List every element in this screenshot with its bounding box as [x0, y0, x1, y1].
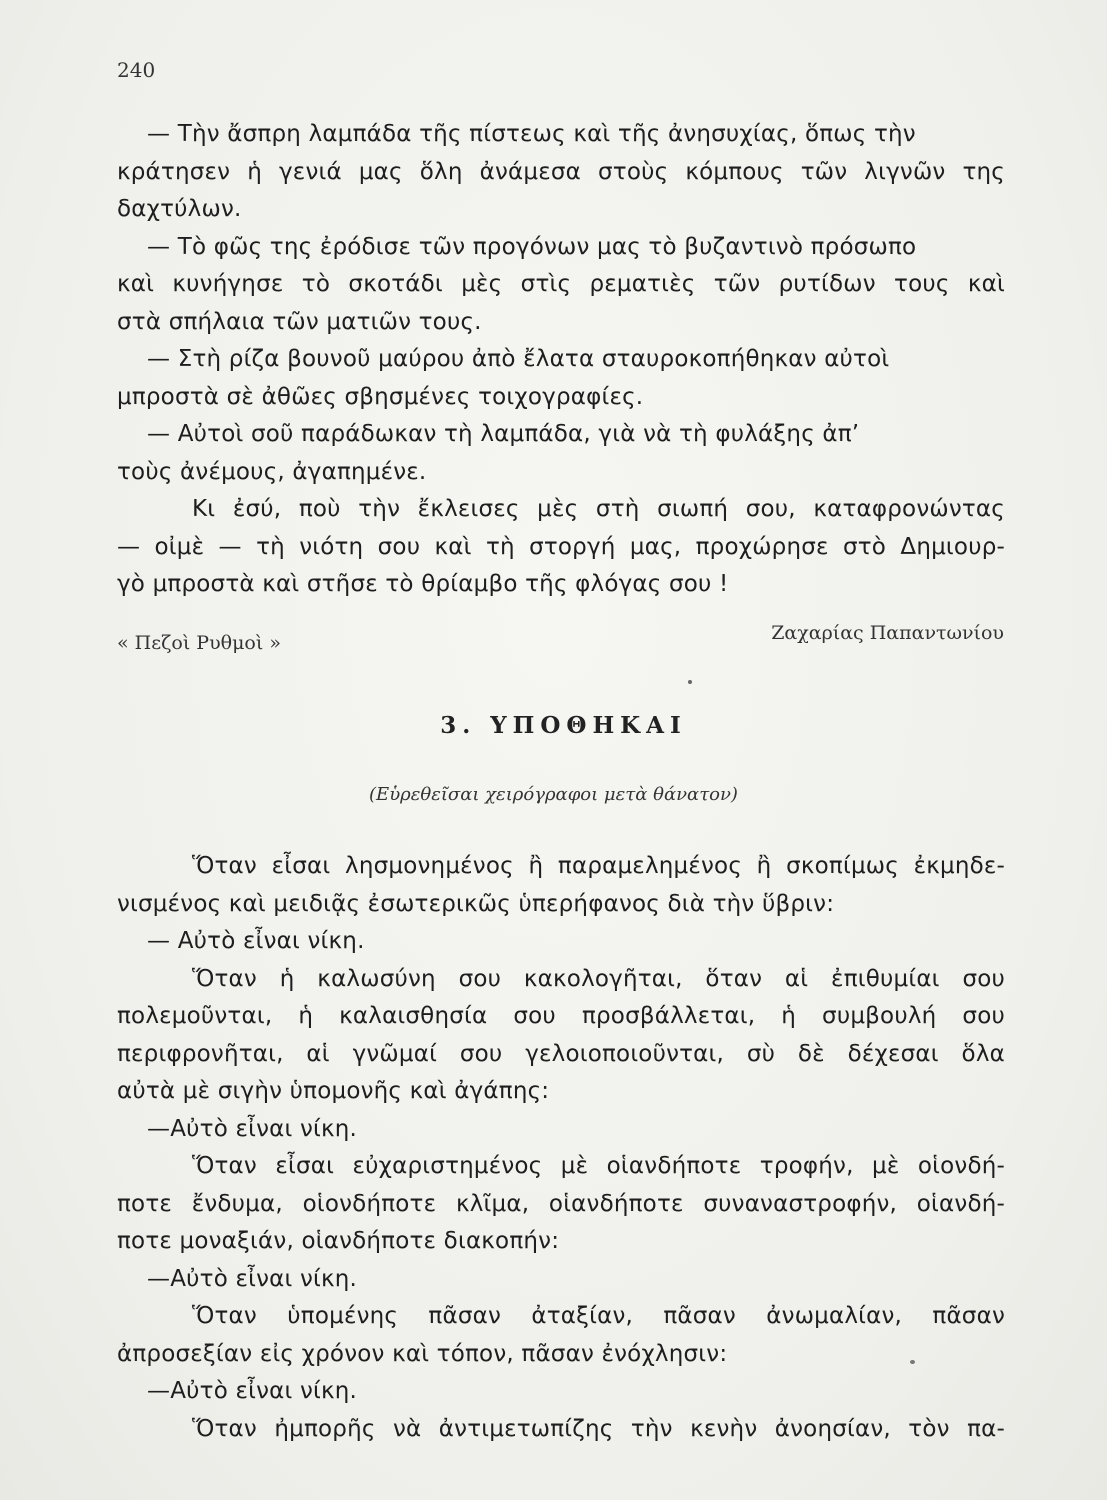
section-title: 3. ΥΠΟΘΗΚΑΙ — [440, 712, 687, 739]
poem-line: στὰ σπήλαια τῶν ματιῶν τους. — [117, 308, 482, 335]
body-line: —Αὐτὸ εἶναι νίκη. — [147, 1115, 358, 1142]
poem-line: — Τὸ φῶς της ἐρόδισε τῶν προγόνων μας τὸ βυζαντινὸ πρόσωπο — [147, 233, 917, 260]
decorative-dot — [688, 680, 692, 684]
poem-line: δαχτύλων. — [117, 196, 242, 222]
body-line: πολεμοῦνται, ἡ καλαισθησία σου προσβάλλεται, ἡ συμβουλή σου — [117, 1003, 1005, 1029]
poem-line: τοὺς ἀνέμους, ἀγαπημένε. — [117, 458, 427, 485]
poem-line: — Στὴ ρίζα βουνοῦ μαύρου ἀπὸ ἔλατα σταυροκοπήθηκαν αὐτοὶ — [147, 346, 890, 372]
source-title: « Πεζοὶ Ρυθμοὶ » — [117, 632, 281, 654]
body-line: αὐτὰ μὲ σιγὴν ὑπομονῆς καὶ ἀγάπης: — [117, 1078, 550, 1104]
body-line: ἀπροσεξίαν εἰς χρόνον καὶ τόπον, πᾶσαν ἐνόχλησιν: — [117, 1340, 728, 1367]
body-line: —Αὐτὸ εἶναι νίκη. — [147, 1378, 358, 1404]
body-line: ποτε μοναξιάν, οἱανδήποτε διακοπήν: — [117, 1228, 560, 1254]
body-line: Ὅταν εἶσαι εὐχαριστημένος μὲ οἱανδήποτε τροφήν, μὲ οἱονδή- — [192, 1153, 1005, 1179]
body-line: ποτε ἔνδυμα, οἱονδήποτε κλῖμα, οἱανδήποτε συναναστροφήν, οἱανδή- — [117, 1190, 1005, 1217]
body-line: νισμένος καὶ μειδιᾷς ἐσωτερικῶς ὑπερήφανος διὰ τὴν ὕβριν: — [117, 890, 835, 917]
poem-text — [117, 116, 1005, 604]
poem-line: — οἰμὲ — τὴ νιότη σου καὶ τὴ στοργή μας, προχώρησε στὸ Δημιουρ- — [117, 533, 1005, 560]
poem-line: κράτησεν ἡ γενιά μας ὅλη ἀνάμεσα στοὺς κόμπους τῶν λιγνῶν της — [117, 158, 1005, 185]
body-line: — Αὐτὸ εἶναι νίκη. — [147, 928, 365, 954]
poem-line: — Τὴν ἄσπρη λαμπάδα τῆς πίστεως καὶ τῆς ἀνησυχίας, ὅπως τὴν — [147, 121, 916, 147]
body-line: Ὅταν εἶσαι λησμονημένος ἢ παραμελημένος ἢ σκοπίμως ἐκμηδε- — [192, 853, 1005, 879]
print-speck — [910, 1360, 915, 1364]
poem-line: καὶ κυνήγησε τὸ σκοτάδι μὲς στὶς ρεματιὲς τῶν ρυτίδων τους καὶ — [117, 271, 1005, 297]
body-line: —Αὐτὸ εἶναι νίκη. — [147, 1265, 358, 1292]
body-line: περιφρονῆται, αἱ γνῶμαί σου γελοιοποιοῦνται, σὺ δὲ δέχεσαι ὅλα — [117, 1040, 1005, 1067]
poem-line: γὸ μπροστὰ καὶ στῆσε τὸ θρίαμβο τῆς φλόγας σου ! — [117, 571, 729, 597]
page-number: 240 — [117, 58, 156, 82]
author-name: Ζαχαρίας Παπαντωνίου — [771, 622, 1004, 644]
poem-line: μπροστὰ σὲ ἀθῶες σβησμένες τοιχογραφίες. — [117, 383, 644, 410]
body-line: Ὅταν ἡ καλωσύνη σου κακολογῆται, ὅταν αἱ ἐπιθυμίαι σου — [192, 965, 1005, 992]
body-text — [117, 848, 1005, 1448]
poem-line: Κι ἐσύ, ποὺ τὴν ἔκλεισες μὲς στὴ σιωπή σου, καταφρονώντας — [192, 496, 1005, 522]
section-subtitle: (Εὑρεθεῖσαι χειρόγραφοι μετὰ θάνατον) — [369, 784, 738, 805]
poem-line: — Αὐτοὶ σοῦ παράδωκαν τὴ λαμπάδα, γιὰ νὰ τὴ φυλάξης ἀπ’ — [147, 421, 860, 447]
body-line: Ὅταν ὑπομένης πᾶσαν ἀταξίαν, πᾶσαν ἀνωμαλίαν, πᾶσαν — [192, 1303, 1005, 1329]
body-line: Ὅταν ἠμπορῆς νὰ ἀντιμετωπίζης τὴν κενὴν ἀνοησίαν, τὸν πα- — [192, 1415, 1005, 1442]
